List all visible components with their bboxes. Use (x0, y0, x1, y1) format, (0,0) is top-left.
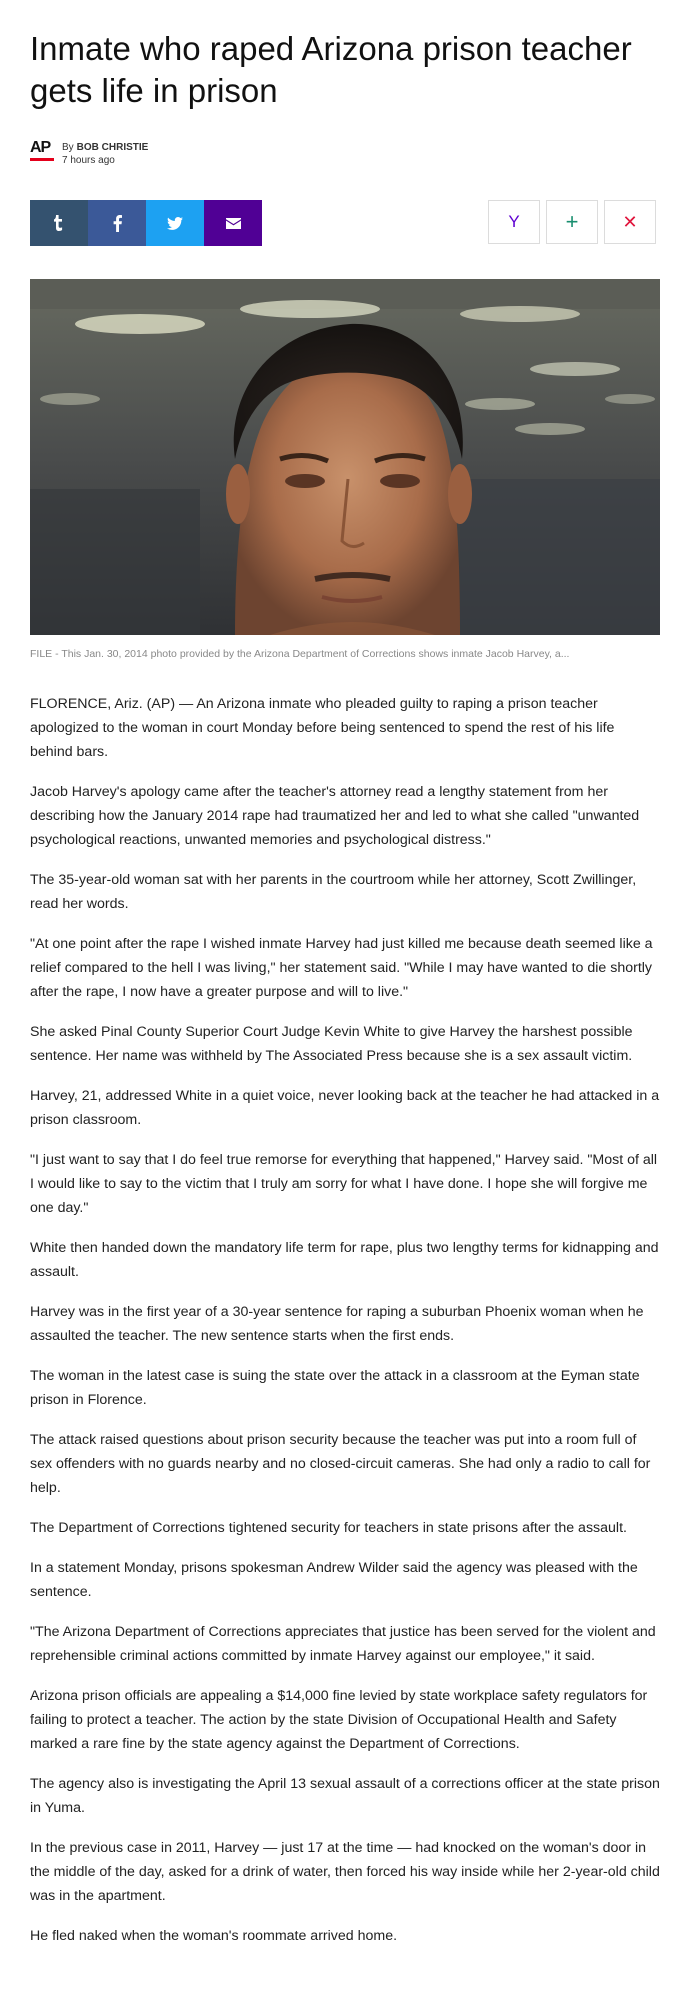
close-button[interactable]: ✕ (604, 200, 656, 244)
facebook-icon (113, 215, 122, 232)
article-paragraph: He fled naked when the woman's roommate arrived home. (30, 1928, 398, 1944)
article-paragraph: The 35-year-old woman sat with her parents in the courtroom while her attorney, Scott Zwillinger, read her words. (30, 872, 637, 912)
article-paragraph: White then handed down the mandatory life term for rape, plus two lengthy terms for kidnapping and assault. (30, 1240, 659, 1280)
share-tumblr-button[interactable] (30, 200, 88, 246)
byline-author (62, 141, 148, 154)
byline (30, 140, 148, 167)
image-caption: FILE - This Jan. 30, 2014 photo provided by the Arizona Department of Corrections shows inmate Jacob Harvey, a... (30, 648, 570, 660)
share-twitter-button[interactable] (146, 200, 204, 246)
article-paragraph: Arizona prison officials are appealing a $14,000 fine levied by state workplace safety regulators for failing to protect a teacher. The action by the state Division of Occupational Health and Safety marked a rare fine by the state agency against the Department of Corrections. (30, 1688, 648, 1752)
article-photo[interactable] (30, 279, 660, 635)
article-paragraph: The agency also is investigating the April 13 sexual assault of a corrections officer at the state prison in Yuma. (30, 1776, 660, 1816)
tumblr-icon (53, 215, 65, 231)
article-paragraph: The woman in the latest case is suing the state over the attack in a classroom at the Eyman state prison in Florence. (30, 1368, 640, 1408)
article-body (30, 692, 660, 1964)
yahoo-button[interactable]: Y (488, 200, 540, 244)
ap-logo-text: AP (30, 139, 51, 156)
mail-icon (226, 218, 241, 229)
article-paragraph: She asked Pinal County Superior Court Judge Kevin White to give Harvey the harshest possible sentence. Her name was withheld by The Associated Press because she is a sex assault victim. (30, 1024, 633, 1064)
twitter-icon (167, 217, 183, 230)
article-paragraph: The attack raised questions about prison security because the teacher was put into a room full of sex offenders with no guards nearby and no closed-circuit cameras. She had only a radio to call for help. (30, 1432, 651, 1496)
share-mail-button[interactable] (204, 200, 262, 246)
add-button[interactable]: + (546, 200, 598, 244)
author-name[interactable]: BOB CHRISTIE (76, 142, 149, 153)
byline-text (62, 141, 148, 167)
article-paragraph: "At one point after the rape I wished inmate Harvey had just killed me because death seemed like a relief compared to the hell I was living," her statement said. "While I may have wanted to die shortly after the rape, I now have a greater purpose and will to live." (30, 936, 653, 1000)
article-paragraph: The Department of Corrections tightened security for teachers in state prisons after the assault. (30, 1520, 627, 1536)
publish-time: 7 hours ago (62, 155, 115, 166)
article-paragraph: Jacob Harvey's apology came after the teacher's attorney read a lengthy statement from her describing how the January 2014 rape had traumatized her and led to what she called "unwanted psychological reactions, unwanted memories and psychological distress." (30, 784, 640, 848)
article-paragraph: Harvey, 21, addressed White in a quiet voice, never looking back at the teacher he had attacked in a prison classroom. (30, 1088, 660, 1128)
article-paragraph: FLORENCE, Ariz. (AP) — An Arizona inmate who pleaded guilty to raping a prison teacher apologized to the woman in court Monday before being sentenced to spend the rest of his life behind bars. (30, 696, 615, 760)
article-paragraph: "I just want to say that I do feel true remorse for everything that happened," Harvey said. "Most of all I would like to say to the victim that I truly am sorry for what I have done. I hope she will forgive me one day." (30, 1152, 658, 1216)
article-headline: Inmate who raped Arizona prison teacher gets life in prison (30, 30, 632, 109)
share-facebook-button[interactable] (88, 200, 146, 246)
article-paragraph: In a statement Monday, prisons spokesman Andrew Wilder said the agency was pleased with the sentence. (30, 1560, 638, 1600)
share-toolbar (30, 200, 660, 246)
article-paragraph: Harvey was in the first year of a 30-year sentence for raping a suburban Phoenix woman when he assaulted the teacher. The new sentence starts when the first ends. (30, 1304, 644, 1344)
ap-logo-underline (30, 158, 54, 161)
article-paragraph: In the previous case in 2011, Harvey — just 17 at the time — had knocked on the woman's door in the middle of the day, asked for a drink of water, then forced his way inside while her 2-year-old child was in the apartment. (30, 1840, 660, 1904)
inmate-portrait-image (30, 279, 660, 635)
ap-logo[interactable] (30, 140, 54, 164)
article-paragraph: "The Arizona Department of Corrections appreciates that justice has been served for the violent and reprehensible criminal actions committed by inmate Harvey against our employee," it said. (30, 1624, 656, 1664)
byline-prefix: By (62, 142, 74, 153)
